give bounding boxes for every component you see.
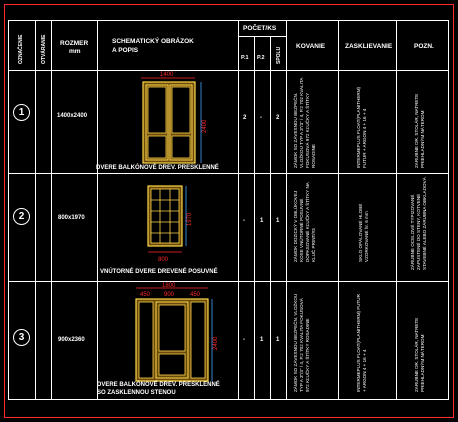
row1-kovanie: ZÁMOK SO ZÁVESNOU BEZPEČN. VLOŽKOU TYP A 3"/3" / 4, P.2 702 KVALITA FOKUSOVÁ 972 KĽUČKY A ŠTÍTKY ROSADINE bbox=[293, 77, 316, 168]
row1-p1: 2 bbox=[243, 115, 247, 121]
header-rozmer-unit: mm bbox=[69, 48, 81, 55]
row1-spolu: 2 bbox=[276, 115, 280, 121]
header-otvaranie: OTVÁRANIE bbox=[41, 34, 47, 64]
row2-pozn: ZÁRUBNE OCELOVÉ TYPIZOVANÉ ZAPUSTENÉ DO STENY, KOTVENÉ STAVEBNÉ ALEBO ZÁRUBNA OBKLADOVÁ bbox=[410, 177, 427, 270]
row2-spolu: 1 bbox=[276, 218, 280, 224]
row3-caption-2: SO ZASKLENNOU STENOU bbox=[97, 390, 176, 396]
row3-dim-part-1: 450 bbox=[140, 292, 151, 298]
row1-zasklievanie: INTERMEPLUS FLOAT(PLANITHERM) FUTUR + ARGON 4 + 16 + 4 bbox=[356, 86, 367, 168]
header-schematic-1: SCHEMATICKÝ OBRÁZOK bbox=[112, 38, 194, 45]
row2-dim-width: 800 bbox=[158, 257, 169, 263]
row1-pozn: ZARUBNE DR. STOLÁR, NATRETE PRIEHLADNÝM NÁTEROM bbox=[414, 93, 425, 168]
header-p2: P.2 bbox=[257, 55, 265, 61]
header-pocet: POČET/KS bbox=[243, 25, 277, 32]
row3-p2: 1 bbox=[260, 337, 264, 343]
row1-caption: DVERE BALKÓNOVÉ DREV. PRESKLENNÉ bbox=[96, 165, 219, 171]
row3-spolu: 1 bbox=[276, 337, 280, 343]
row3-mark: 3 bbox=[13, 329, 30, 346]
row3-pozn: ZARUBNE DR. STOLÁR, NATRETE PRIEHLADNÝM NÁTEROM bbox=[414, 317, 425, 392]
row3-size: 900x2360 bbox=[58, 337, 85, 343]
row2-door-drawing bbox=[98, 174, 238, 282]
header-spolu: SPOLU bbox=[276, 46, 282, 64]
header-schematic-2: A POPIS bbox=[112, 47, 139, 54]
row3-p1: - bbox=[243, 337, 245, 343]
row3-dim-width: 1800 bbox=[162, 283, 176, 289]
row2-dim-height: 1970 bbox=[187, 212, 193, 226]
row1-dim-height: 2400 bbox=[202, 119, 208, 133]
row2-caption: VNÚTORNÉ DVERE DREVENÉ POSUVNÉ bbox=[100, 269, 218, 275]
row1-size: 1400x2400 bbox=[57, 113, 88, 119]
row2-size: 800x1970 bbox=[58, 215, 85, 221]
row2-kovanie: ZÁMOK DOZICKÝ V OBLÚKOVEJ KOSE VNÚTORNÉ POSUVNÉ DOPASOVANÉ KĽUČKY A ŠTÍTKY NA KLUČ PRINT/#3 bbox=[293, 182, 316, 262]
row1-door-drawing bbox=[98, 71, 238, 173]
row1-mark: 1 bbox=[13, 104, 30, 121]
row3-zasklievanie: INTERMEPLUS FLOAT(PLANITHERM) FUTUR + ARGON 4 + 16 + 4 bbox=[356, 294, 367, 392]
row2-p1: - bbox=[243, 218, 245, 224]
header-rozmer: ROZMER bbox=[60, 40, 89, 47]
row3-kovanie: ZÁMOK SO ZÁVESNOU BEZPEČN. VLOŽKOU TYP A 3"/3" / 4, P.2 702 KVALITA FOKUSOVÁ 972 KĽUČKY A ŠTÍTKY ROSADINE bbox=[293, 293, 310, 392]
row3-caption-1: DVERE BALKÓNOVÉ DREV. PRESKLENNÉ bbox=[97, 382, 220, 388]
row3-dim-height: 2400 bbox=[213, 336, 219, 350]
row2-mark: 2 bbox=[13, 208, 30, 225]
row1-dim-width: 1400 bbox=[160, 72, 174, 78]
row2-zasklievanie: SKLO OPÁLOVANÉ HLOBÉ VZORKOVANÉ hr. 6 mm bbox=[358, 203, 369, 262]
header-kovanie: KOVANIE bbox=[296, 43, 326, 50]
row1-p2: - bbox=[260, 115, 262, 121]
header-zasklievanie: ZASKLIEVANIE bbox=[345, 43, 393, 50]
row3-dim-part-2: 900 bbox=[164, 292, 175, 298]
header-pozn: POZN. bbox=[414, 43, 434, 50]
header-oznacenie: OZNAČENIE bbox=[18, 34, 24, 64]
header-p1: P.1 bbox=[241, 55, 249, 61]
row2-p2: 1 bbox=[260, 218, 264, 224]
row3-dim-part-3: 450 bbox=[190, 292, 201, 298]
